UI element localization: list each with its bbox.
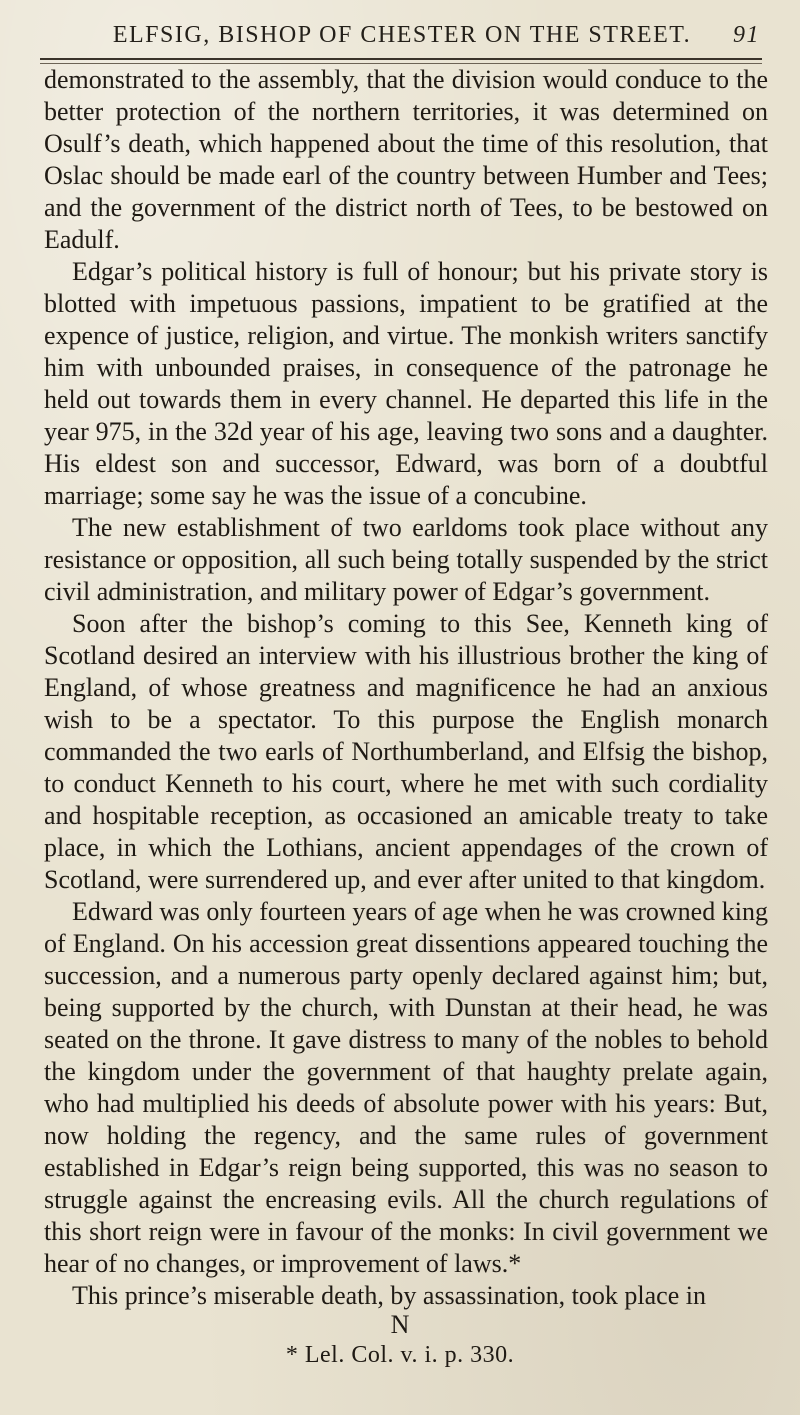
paragraph-kenneth-visit: Soon after the bishop’s coming to this See, Kenneth king of Scotland desired an interview with his illustrious brother the king of England, of whose greatness and magnificence he had an anxious wish to be a spectator. To this purpose the English monarch commanded the two earls of Northumberland, and Elfsig the bishop, to conduct Kenneth to his court, where he met with such cordiality and hospitable reception, as occasioned an amicable treaty to take place, in which the Lothians, ancient appendages of the crown of Scotland, were surrendered up, and ever after united to that kingdom. <box>44 609 768 894</box>
paragraph-continuation: demonstrated to the assembly, that the division would conduce to the better protection of the northern territories, it was determined on Osulf’s death, which happened about the time of this resolution, that Oslac should be made earl of the country between Humber and Tees; and the government of the district north of Tees, to be bestowed on Eadulf. <box>44 65 768 254</box>
signature-mark: N <box>390 1310 410 1339</box>
running-title: ELFSIG, BISHOP OF CHESTER ON THE STREET. <box>112 22 692 48</box>
page-number: 91 <box>733 22 760 48</box>
paragraph-earldoms: The new establishment of two earldoms took place without any resistance or opposition, all such being totally suspended by the strict civil administration, and military power of Edgar’s government. <box>44 513 768 606</box>
footnote: * Lel. Col. v. i. p. 330. <box>285 1342 515 1368</box>
body-text <box>44 64 768 1312</box>
running-head <box>44 22 760 56</box>
paragraph-edward-reign: Edward was only fourteen years of age when he was crowned king of England. On his accession great dissentions appeared touching the succession, and a numerous party openly declared against him; but, being supported by the church, with Dunstan at their head, he was seated on the throne. It gave distress to many of the nobles to behold the kingdom under the government of that haughty prelate again, who had multiplied his deeds of absolute power with his years: But, now holding the regency, and the same rules of government established in Edgar’s reign being supported, this was no season to struggle against the encreasing evils. All the church regulations of this short reign were in favour of the monks: In civil government we hear of no changes, or improvement of laws.* <box>44 897 768 1278</box>
paragraph-edgar-character: Edgar’s political history is full of honour; but his private story is blotted with impetuous passions, impatient to be gratified at the expence of justice, religion, and virtue. The monkish writers sanctify him with unbounded praises, in consequence of the patronage he held out towards them in every channel. He departed this life in the year 975, in the 32d year of his age, leaving two sons and a daughter. His eldest son and successor, Edward, was born of a doubtful marriage; some say he was the issue of a concubine. <box>44 257 768 510</box>
header-rule <box>40 58 762 60</box>
paragraph-edward-death: This prince’s miserable death, by assassination, took place in <box>72 1281 706 1310</box>
